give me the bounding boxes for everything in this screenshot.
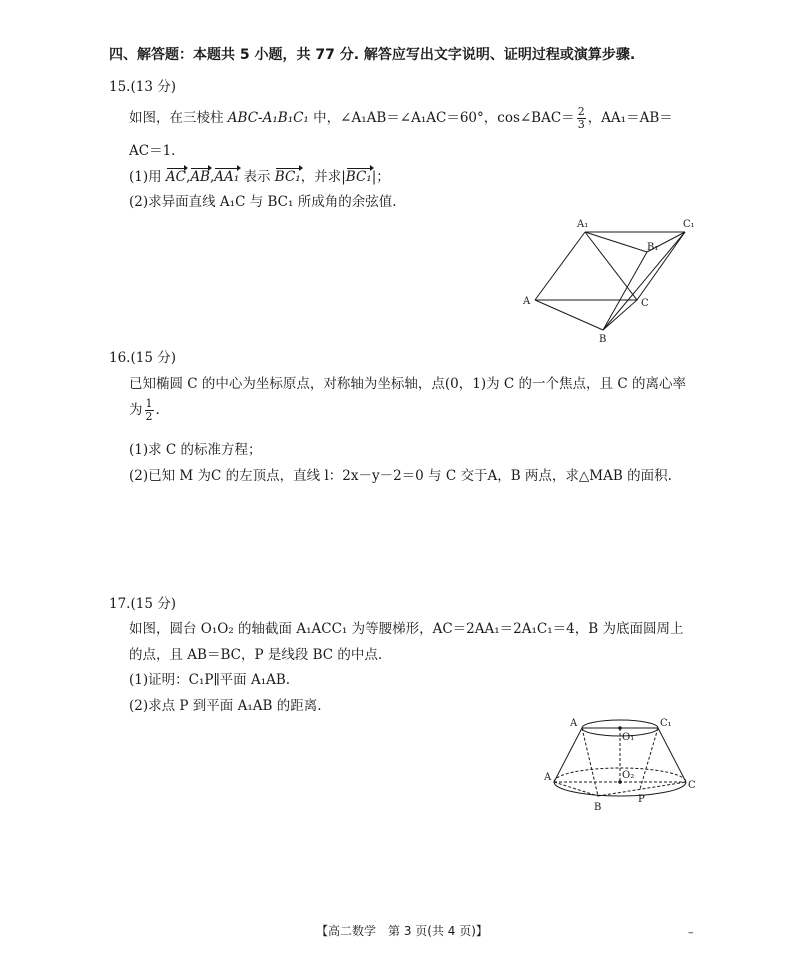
label-C: C xyxy=(688,780,696,791)
q17-part2: (2)求点 P 到平面 A₁AB 的距离. xyxy=(129,698,322,714)
q15-line2: AC＝1. xyxy=(129,143,176,159)
q16-fraction: $\frac{1}{2}$ xyxy=(145,397,153,423)
label-P: P xyxy=(638,794,645,805)
edge-ab xyxy=(554,782,598,796)
q16-heading: 16.(15 分) xyxy=(109,350,176,366)
edge-a1b1 xyxy=(585,232,647,252)
label-O2: O₂ xyxy=(622,770,635,781)
q17-heading: 17.(15 分) xyxy=(109,596,176,612)
q15-prism-figure xyxy=(515,212,705,347)
edge-ab xyxy=(535,300,603,330)
label-A: A xyxy=(523,296,531,307)
bottom-circle-front xyxy=(554,782,686,796)
q17-part1: (1)证明：C₁P∥平面 A₁AB. xyxy=(129,672,291,688)
edge-bc1 xyxy=(603,232,685,330)
label-C: C xyxy=(641,298,649,309)
q15-fraction: $\frac{2}{3}$ xyxy=(577,105,585,131)
label-B: B xyxy=(599,334,607,345)
label-C1: C₁ xyxy=(660,718,672,729)
label-O1: O₁ xyxy=(622,732,635,743)
edge-c1p xyxy=(640,728,658,789)
q15-heading: 15.(13 分) xyxy=(109,79,176,95)
label-A: A xyxy=(544,772,552,783)
edge-a1b xyxy=(582,728,598,796)
q16-line2: 为 $\frac{1}{2}$ . xyxy=(129,397,160,423)
edge-a1a xyxy=(554,728,582,782)
q17-frustum-figure xyxy=(540,712,710,822)
q17-line2: 的点，且 AB＝BC，P 是线段 BC 的中点. xyxy=(129,647,383,663)
edge-a1c xyxy=(585,232,637,300)
label-C1: C₁ xyxy=(683,219,695,230)
point-o1 xyxy=(618,726,622,730)
corner-mark: – xyxy=(688,926,694,939)
label-A1: A xyxy=(570,718,578,729)
edge-cc1 xyxy=(637,232,685,300)
label-B: B xyxy=(594,802,602,813)
q16-part1: (1)求 C 的标准方程； xyxy=(129,442,262,458)
q15-part2: (2)求异面直线 A₁C 与 BC₁ 所成角的余弦值. xyxy=(129,194,397,210)
q15-part1: (1)用 AC,AB,AA₁ 表示 BC₁，并求|BC₁|； xyxy=(129,169,390,185)
edge-bc xyxy=(603,300,637,330)
label-B1: B₁ xyxy=(647,242,659,253)
q17-line1: 如图，圆台 O₁O₂ 的轴截面 A₁ACC₁ 为等腰梯形，AC＝2AA₁＝2A₁C₁＝4，B 为底面圆周上 xyxy=(129,621,684,637)
section-title: 四、解答题：本题共 5 小题，共 77 分. 解答应写出文字说明、证明过程或演算步骤. xyxy=(109,47,636,63)
page-footer: 【高二数学 第 3 页(共 4 页)】 xyxy=(316,924,488,938)
label-A1: A₁ xyxy=(577,219,589,230)
edge-aa1 xyxy=(535,232,585,300)
edge-c1c xyxy=(658,728,686,782)
q16-line1: 已知椭圆 C 的中心为坐标原点，对称轴为坐标轴，点(0，1)为 C 的一个焦点，且 C 的离心率 xyxy=(129,376,686,392)
q15-line1: 如图，在三棱柱 ABC-A₁B₁C₁ 中，∠A₁AB＝∠A₁AC＝60°，cos∠BAC＝ $\frac{2}{3}$ ，AA₁＝AB＝ xyxy=(129,105,673,131)
q16-part2: (2)已知 M 为C 的左顶点，直线 l：2x－y－2＝0 与 C 交于A，B 两点，求△MAB 的面积. xyxy=(129,468,672,484)
